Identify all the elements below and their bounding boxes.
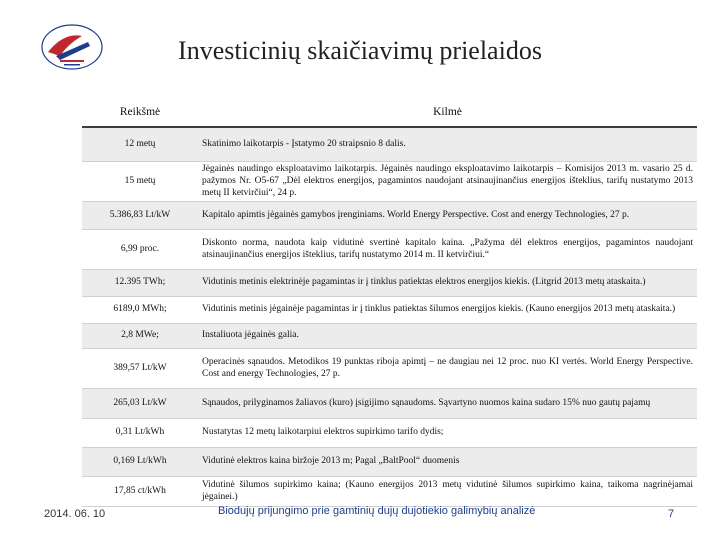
page-title: Investicinių skaičiavimų prielaidos xyxy=(178,36,542,65)
table-row xyxy=(82,269,697,296)
value-cell: 0,169 Lt/kWh xyxy=(82,447,198,476)
origin-cell: Vidutinė šilumos supirkimo kaina; (Kauno energijos 2013 metų vidutinė šilumos supirkimo kaina, taikoma nagrinėjamai jėgainei.) xyxy=(198,476,697,506)
value-cell: 0,31 Lt/kWh xyxy=(82,418,198,447)
origin-cell: Operacinės sąnaudos. Metodikos 19 punktas riboja apimtį – ne daugiau nei 12 proc. nuo KI vertės. World Energy Perspective. Cost and energy Technologies, 27 p. xyxy=(198,348,697,388)
value-cell: 6189,0 MWh; xyxy=(82,296,198,323)
origin-cell: Vidutinis metinis elektrinėje pagamintas ir į tinklus patiektas elektros energijos kiekis. (Litgrid 2013 metų ataskaita.) xyxy=(198,269,697,296)
value-cell: 17,85 ct/kWh xyxy=(82,476,198,506)
table-row xyxy=(82,323,697,348)
origin-cell: Kapitalo apimtis jėgainės gamybos įrenginiams. World Energy Perspective. Cost and energy Technologies, 27 p. xyxy=(198,201,697,229)
footer-title: Biodujų prijungimo prie gamtinių dujų dujotiekio galimybių analizė xyxy=(218,505,536,517)
table-row xyxy=(82,296,697,323)
table-row xyxy=(82,229,697,269)
origin-cell: Sąnaudos, prilyginamos žaliavos (kuro) įsigijimo sąnaudoms. Sąvartyno nuomos kaina sudaro 15% nuo gautų pajamų xyxy=(198,388,697,418)
origin-cell: Vidutinis metinis jėgainėje pagamintas ir į tinklus patiektas šilumos energijos kiekis. (Kauno energijos 2013 metų ataskaita.) xyxy=(198,296,697,323)
assumptions-table xyxy=(82,100,697,507)
table-row xyxy=(82,447,697,476)
footer-date: 2014. 06. 10 xyxy=(44,508,106,520)
column-header-origin: Kilmė xyxy=(198,100,697,127)
value-cell: 2,8 MWe; xyxy=(82,323,198,348)
page-number: 7 xyxy=(668,508,675,520)
origin-cell: Nustatytas 12 metų laikotarpiui elektros supirkimo tarifo dydis; xyxy=(198,418,697,447)
table-header-row xyxy=(82,100,697,127)
value-cell: 6,99 proc. xyxy=(82,229,198,269)
value-cell: 15 metų xyxy=(82,161,198,201)
table-row xyxy=(82,127,697,161)
table-row xyxy=(82,388,697,418)
table-row xyxy=(82,348,697,388)
column-header-value: Reikšmė xyxy=(82,100,198,127)
table-row xyxy=(82,201,697,229)
value-cell: 265,03 Lt/kW xyxy=(82,388,198,418)
origin-cell: Diskonto norma, naudota kaip vidutinė svertinė kapitalo kaina. „Pažyma dėl elektros energijos, pagamintos naudojant atsinaujinančius energijos išteklius, tarifų nustatymo 2014 m. II ketvirčiui.“ xyxy=(198,229,697,269)
origin-cell: Vidutinė elektros kaina biržoje 2013 m; Pagal „BaltPool“ duomenis xyxy=(198,447,697,476)
value-cell: 5.386,83 Lt/kW xyxy=(82,201,198,229)
table-row xyxy=(82,476,697,506)
origin-cell: Skatinimo laikotarpis - Įstatymo 20 straipsnio 8 dalis. xyxy=(198,127,697,161)
value-cell: 12 metų xyxy=(82,127,198,161)
origin-cell: Instaliuota jėgainės galia. xyxy=(198,323,697,348)
table-row xyxy=(82,418,697,447)
value-cell: 12.395 TWh; xyxy=(82,269,198,296)
origin-cell: Jėgainės naudingo eksploatavimo laikotarpis. Jėgainės naudingo eksploatavimo laikotarpis – Komisijos 2013 m. vasario 25 d. pažymos Nr. O5-67 „Dėl elektros energijos, pagamintos naudojant atsinaujinančius energijos išteklius, tarifų nustatymo 2013 metų II ketvirčiui“, 24 p. xyxy=(198,161,697,201)
value-cell: 389,57 Lt/kW xyxy=(82,348,198,388)
table-row xyxy=(82,161,697,201)
